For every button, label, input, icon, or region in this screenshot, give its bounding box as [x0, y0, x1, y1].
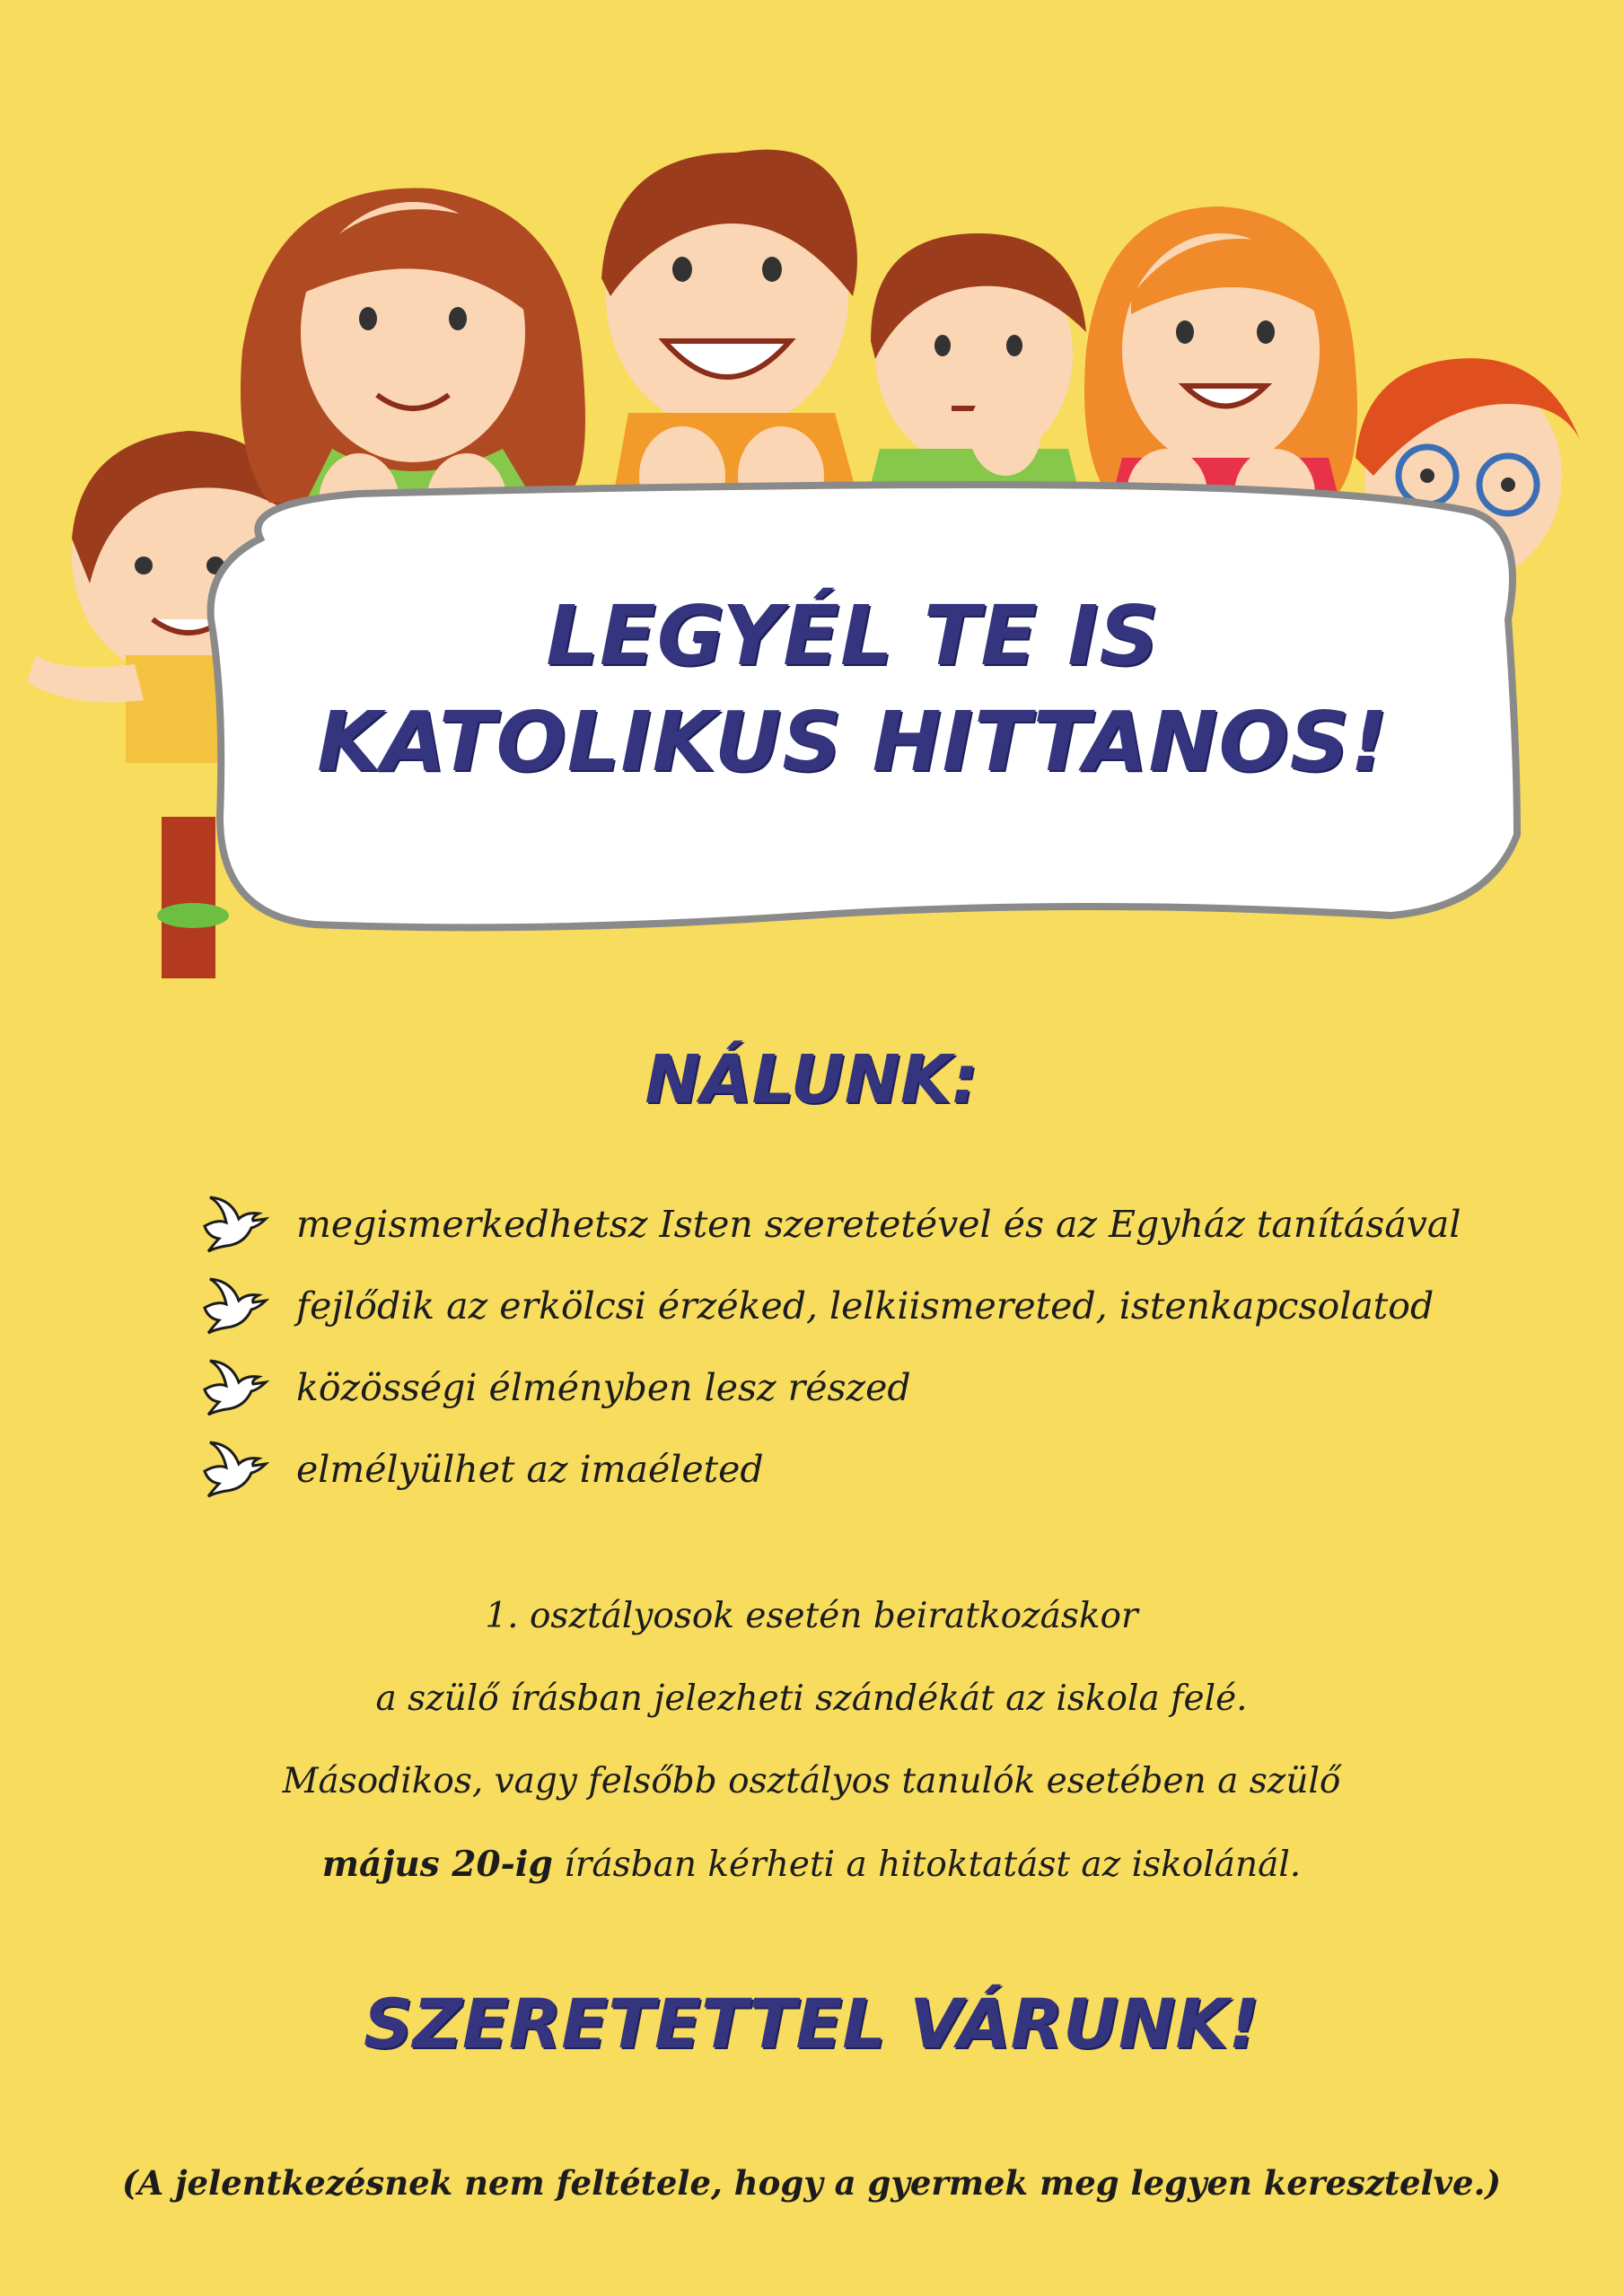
section-heading: NÁLUNK: — [645, 1041, 978, 1118]
info-line3: Másodikos, vagy felsőbb osztályos tanulók esetében a szülő — [282, 1761, 1341, 1801]
banner-title-line1: LEGYÉL TE IS — [546, 588, 1160, 684]
list-item — [199, 1183, 1474, 1265]
info-line4-rest: írásban kérheti a hitoktatást az iskolánál. — [552, 1845, 1302, 1885]
enrollment-info — [0, 1589, 1623, 1919]
dove-icon — [199, 1355, 269, 1420]
info-line2: a szülő írásban jelezheti szándékát az iskola felé. — [375, 1678, 1248, 1719]
list-item-text: elmélyülhet az imaéleted — [296, 1447, 764, 1491]
dove-icon — [199, 1274, 269, 1338]
closing-title: SZERETETTEL VÁRUNK! — [363, 1984, 1260, 2064]
list-item — [199, 1346, 1474, 1428]
banner-title-line2: KATOLIKUS HITTANOS! — [317, 694, 1389, 790]
list-item-text: fejlődik az erkölcsi érzéked, lelkiismereted, istenkapcsolatod — [296, 1284, 1434, 1328]
children-illustration — [0, 117, 1623, 978]
list-item — [199, 1428, 1474, 1510]
deadline-text: május 20-ig — [321, 1844, 553, 1885]
info-line4 — [0, 1836, 1623, 1919]
kid-boy-smiling — [601, 150, 862, 525]
dove-icon — [199, 1437, 269, 1502]
list-item-text: közösségi élményben lesz részed — [296, 1365, 911, 1409]
benefits-list — [199, 1183, 1474, 1510]
kid-boy-thinking — [862, 233, 1086, 521]
list-item — [199, 1265, 1474, 1346]
info-line1: 1. osztályosok esetén beiratkozáskor — [485, 1596, 1138, 1636]
dove-icon — [199, 1192, 269, 1257]
footnote: (A jelentkezésnek nem feltétele, hogy a gyermek meg legyen keresztelve.) — [122, 2163, 1501, 2203]
list-item-text: megismerkedhetsz Isten szeretetével és az Egyház tanításával — [296, 1202, 1461, 1246]
banner-title — [224, 583, 1481, 795]
